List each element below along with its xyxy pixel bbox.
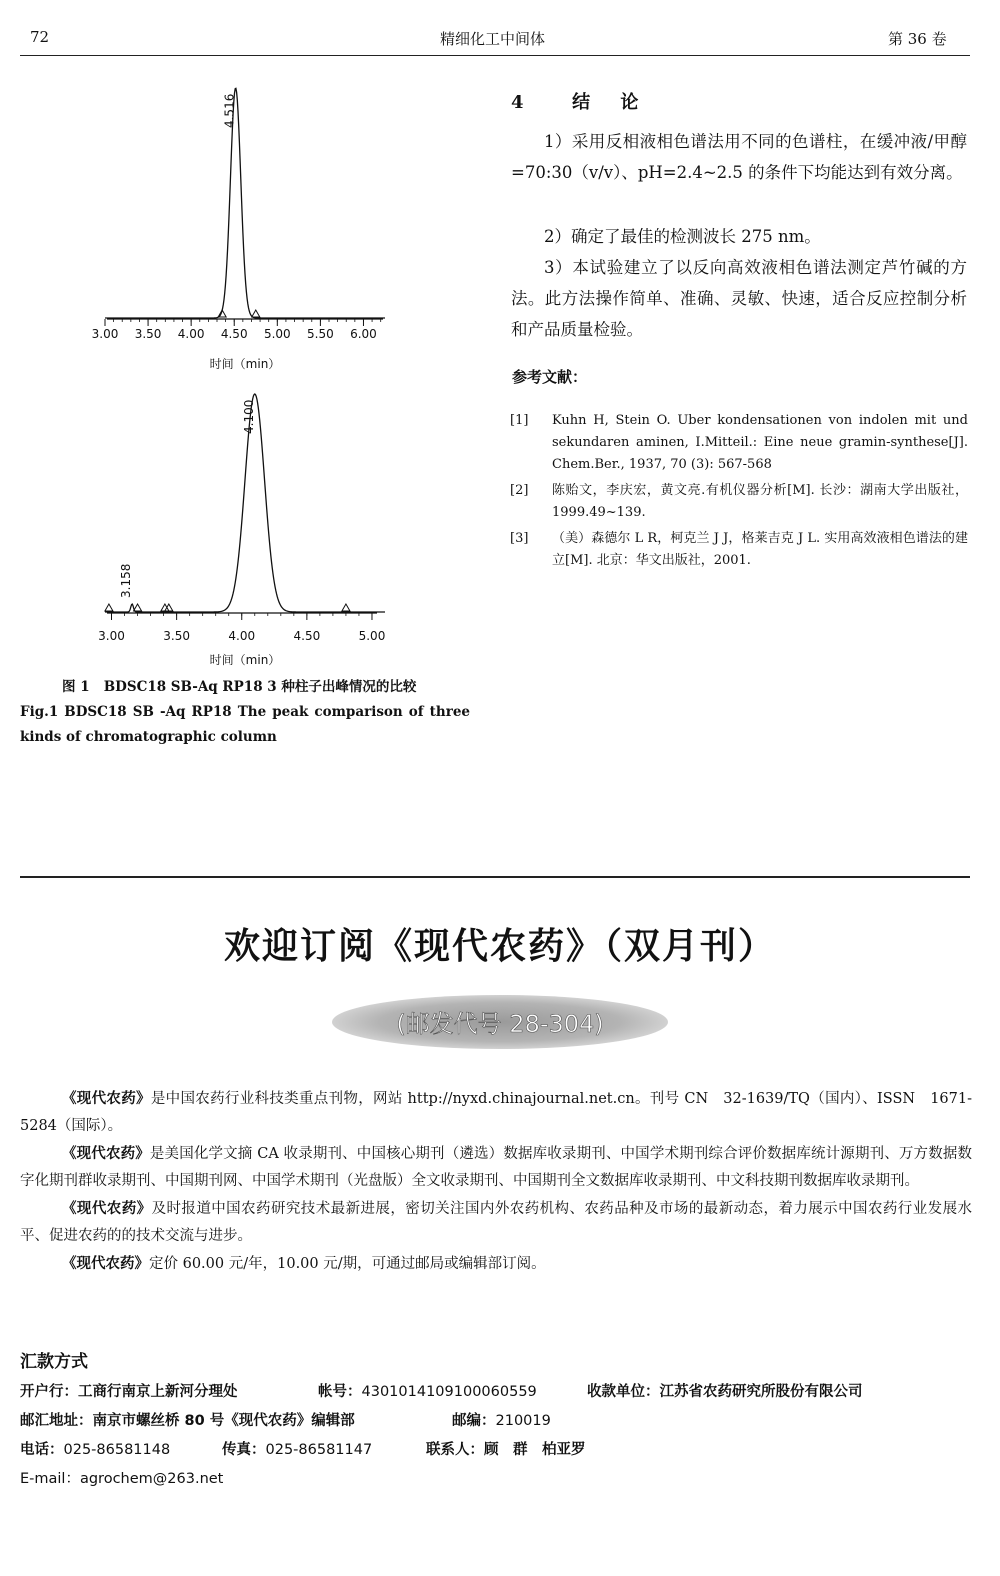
x-tick-label: 6.00: [350, 327, 377, 341]
phone-value: 025-86581148: [63, 1442, 171, 1458]
email-label: E-mail：: [20, 1471, 80, 1487]
chromatogram-trace: [105, 88, 385, 318]
x-tick-label: 4.50: [220, 327, 248, 341]
journal-name-bold: 《现代农药》: [62, 1145, 150, 1162]
account-value: 4301014109100060559: [361, 1384, 537, 1400]
account-label: 帐号：: [318, 1384, 362, 1400]
paragraph-text: 是中国农药行业科技类重点刊物，网站 http://nyxd.chinajournal.net.cn。刊号 CN 32-1639/TQ（国内）、ISSN 1671-5284（国际）。: [20, 1091, 973, 1134]
figure-caption-text: BDSC18 SB-Aq RP18 3 种柱子出峰情况的比较: [103, 679, 417, 695]
peak-label: 4.100: [241, 399, 256, 434]
address-value: 南京市螺丝桥 80 号《现代农药》编辑部: [92, 1413, 355, 1429]
ad-paragraph: [20, 1085, 972, 1140]
address-label: 邮汇地址：: [20, 1413, 93, 1429]
contact-label: 联系人：: [426, 1442, 484, 1458]
reference-number: [2]: [510, 483, 529, 498]
peak-label: 3.158: [119, 563, 134, 598]
postal-code-text: (邮发代号 28-304): [396, 1010, 604, 1038]
payment-row-zip: [452, 1409, 551, 1430]
phone-label: 电话：: [20, 1442, 64, 1458]
x-tick-label: 3.00: [91, 327, 119, 341]
chromatogram-bottom: [95, 382, 395, 672]
payment-row-email: [20, 1467, 223, 1488]
fax-label: 传真：: [222, 1442, 266, 1458]
reference-number: [1]: [510, 413, 529, 428]
contact-value: 顾 群 柏亚罗: [484, 1442, 586, 1458]
x-axis-label: 时间（min）: [209, 653, 281, 667]
ad-title: 欢迎订阅《现代农药》（双月刊）: [223, 926, 776, 967]
ad-body: [20, 1085, 972, 1278]
x-tick-label: 5.00: [263, 327, 291, 341]
conclusion-item: 3）本试验建立了以反向高效液相色谱法测定芦竹碱的方法。此方法操作简单、准确、灵敏、快速，适合反应控制分析和产品质量检验。: [511, 258, 967, 339]
payment-row-fax: [222, 1438, 372, 1459]
conclusion-item: 2）确定了最佳的检测波长 275 nm。: [544, 227, 821, 246]
references-heading: 参考文献：: [512, 368, 588, 386]
journal-name: 精细化工中间体: [440, 30, 546, 48]
reference-text: （美）森德尔 L R，柯克兰 J J，格莱吉克 J L. 实用高效液相色谱法的建立[M]. 北京：华文出版社，2001.: [552, 531, 968, 568]
reference-item: [510, 410, 968, 476]
reference-item: [510, 480, 968, 524]
payee-value: 江苏省农药研究所股份有限公司: [659, 1384, 863, 1400]
payment-row-account: [318, 1380, 537, 1401]
payment-heading: 汇款方式: [20, 1352, 88, 1372]
header-rule: [20, 55, 970, 56]
reference-item: [510, 528, 968, 572]
journal-name-bold: 《现代农药》: [62, 1255, 149, 1272]
paragraph-text: 是美国化学文摘 CA 收录期刊、中国核心期刊（遴选）数据库收录期刊、中国学术期刊综合评价数据库统计源期刊、万方数据数字化期刊群收录期刊、中国期刊网、中国学术期刊（光盘版）全文收录期刊、中国期刊全文数据库收录期刊、中文科技期刊数据库收录期刊。: [20, 1146, 972, 1189]
x-tick-label: 4.50: [293, 629, 321, 643]
baseline-marker: [252, 310, 260, 317]
zip-value: 210019: [495, 1413, 551, 1429]
ad-paragraph: [20, 1140, 972, 1195]
figure-caption-cn: [62, 675, 472, 700]
x-tick-label: 3.50: [134, 327, 162, 341]
x-tick-label: 5.00: [358, 629, 386, 643]
paragraph-text: 定价 60.00 元/年，10.00 元/期，可通过邮局或编辑部订阅。: [149, 1256, 546, 1272]
payment-row-bank: [20, 1380, 238, 1401]
paragraph-text: 及时报道中国农药研究技术最新进展，密切关注国内外农药机构、农药品种及市场的最新动态，着力展示中国农药行业发展水平、促进农药的的技术交流与进步。: [20, 1201, 973, 1244]
figure-label: 图 1: [62, 679, 90, 695]
section-heading: [511, 88, 650, 114]
baseline-marker: [342, 604, 350, 611]
x-tick-label: 5.50: [307, 327, 334, 341]
peak-label: 4.516: [222, 93, 237, 128]
conclusion-item: 1）采用反相液相色谱法用不同的色谱柱，在缓冲液/甲醇=70:30（v/v）、pH=2.4~2.5 的条件下均能达到有效分离。: [511, 132, 967, 182]
postal-code-badge: [330, 992, 670, 1052]
fax-value: 025-86581147: [265, 1442, 373, 1458]
x-axis-label: 时间（min）: [209, 357, 281, 371]
ad-paragraph: [20, 1250, 972, 1278]
payee-label: 收款单位：: [587, 1384, 660, 1400]
journal-name-bold: 《现代农药》: [62, 1090, 151, 1107]
reference-list: [510, 410, 968, 572]
x-tick-label: 4.00: [228, 629, 256, 643]
chromatogram-top: [91, 80, 395, 380]
x-tick-label: 3.50: [163, 629, 190, 643]
bank-label: 开户行：: [20, 1384, 78, 1400]
payment-row-phone: [20, 1438, 170, 1459]
volume-label: 第 36 卷: [888, 30, 947, 48]
ad-paragraph: [20, 1195, 972, 1250]
bank-value: 工商行南京上新河分理处: [78, 1384, 238, 1400]
x-tick-label: 4.00: [177, 327, 205, 341]
reference-text: Kuhn H, Stein O. Uber kondensationen von indolen mit und sekundaren aminen, I.Mitteil.: Eine neue gramin-synthese[J]. Chem.Ber., 1937, 70 (3): 567-568: [552, 413, 968, 472]
reference-number: [3]: [510, 531, 529, 546]
payment-row-contact: [426, 1438, 586, 1459]
reference-text: 陈贻文，李庆宏，黄文亮.有机仪器分析[M]. 长沙：湖南大学出版社，1999.49~139.: [552, 483, 968, 520]
section-number: 4: [511, 92, 536, 113]
figure-caption-en: Fig.1 BDSC18 SB -Aq RP18 The peak comparison of three kinds of chromatographic column: [20, 704, 470, 745]
section-title: 结 论: [572, 92, 651, 113]
section-divider: [20, 876, 970, 878]
payment-row-payee: [587, 1380, 863, 1401]
payment-row-address: [20, 1409, 355, 1430]
page-number: 72: [30, 28, 50, 46]
zip-label: 邮编：: [452, 1413, 496, 1429]
baseline-marker: [105, 604, 113, 611]
journal-name-bold: 《现代农药》: [62, 1200, 152, 1217]
x-tick-label: 3.00: [98, 629, 125, 643]
email-value: agrochem@263.net: [79, 1471, 224, 1487]
